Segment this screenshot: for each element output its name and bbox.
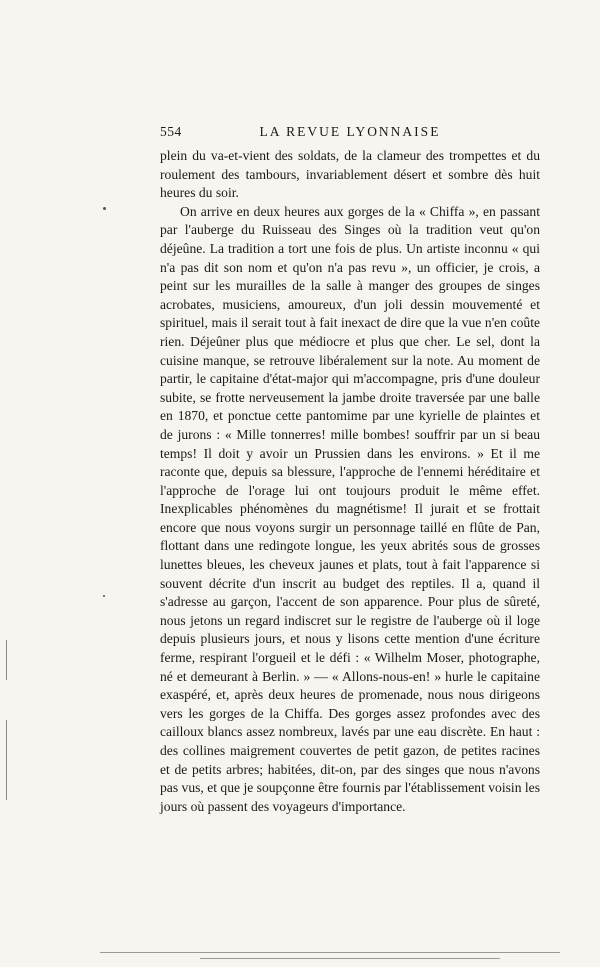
body-text xyxy=(160,147,540,816)
paragraph: plein du va-et-vient des soldats, de la clameur des trompettes et du roulement des tambours, invariablement désert et sombre dès huit heures du soir. xyxy=(160,148,540,201)
bottom-rule xyxy=(200,958,500,959)
bottom-rule xyxy=(100,952,560,953)
margin-mark xyxy=(6,720,7,800)
scan-speck xyxy=(103,595,105,597)
paragraph: On arrive en deux heures aux gorges de la « Chiffa », en passant par l'auberge du Ruisseau des Singes où la tradition veut qu'on déjeûne. La tradition a tort une fois de plus. Un artiste inconnu « qui n'a pas dit son nom et qu'on n'a pas revu », un officier, je crois, a peint sur les murailles de la salle à manger des groupes de singes acrobates, musiciens, amoureux, d'un joli dessin mouvementé et spirituel, mais il serait tout à fait inexact de dire que la vue n'en coûte rien. Déjeûner plus que médiocre et plus que cher. Le sel, dont la cuisine manque, se retrouve libéralement sur la note. Au moment de partir, le capitaine d'état-major qui m'accompagne, pris d'une douleur subite, se frotte nerveusement la jambe droite traversée par une balle en 1870, et ponctue cette pantomime par une kyrielle de plaintes et de jurons : « Mille tonnerres! mille bombes! souffrir par un si beau temps! Il doit y avoir un Prussien dans les environs. » Et il me raconte que, depuis sa blessure, l'approche de l'ennemi héréditaire et l'approche de l'orage lui ont toujours produit le même effet. Inexplicables phénomènes du magnétisme! Il jurait et se frottait encore que nous voyons surgir un personnage taillé en flûte de Pan, flottant dans une redingote longue, les yeux abrités sous de grosses lunettes bleues, les cheveux jaunes et plats, tout à fait l'apparence si souvent décrite d'un inscrit au budget des reptiles. Il a, quand il s'adresse au garçon, l'accent de son apparence. Pour plus de sûreté, nous jetons un regard indiscret sur le registre de l'auberge où il loge depuis plusieurs jours, et nous y lisons cette mention d'une écriture ferme, respirant l'orgueil et le défi : « Wilhelm Moser, photographe, né et demeurant à Berlin. » — « Allons-nous-en! » hurle le capitaine exaspéré, et, après deux heures de promenade, nous nous dirigeons vers les gorges de la Chiffa. Des gorges assez profondes avec des cailloux blancs assez nombreux, lavés par une eau discrète. En haut : des collines maigrement couvertes de petit gazon, de petites racines et de petits arbres; habitées, dit-on, par des singes que nous n'avons pas vus, et que je soupçonne être fournis par l'établissement voisin les jours où passent des voyageurs d'importance. xyxy=(160,203,540,814)
page-number: 554 xyxy=(160,124,182,139)
scan-speck xyxy=(103,207,106,210)
margin-mark xyxy=(6,640,7,680)
page-header xyxy=(160,124,540,142)
running-title: LA REVUE LYONNAISE xyxy=(259,124,441,139)
